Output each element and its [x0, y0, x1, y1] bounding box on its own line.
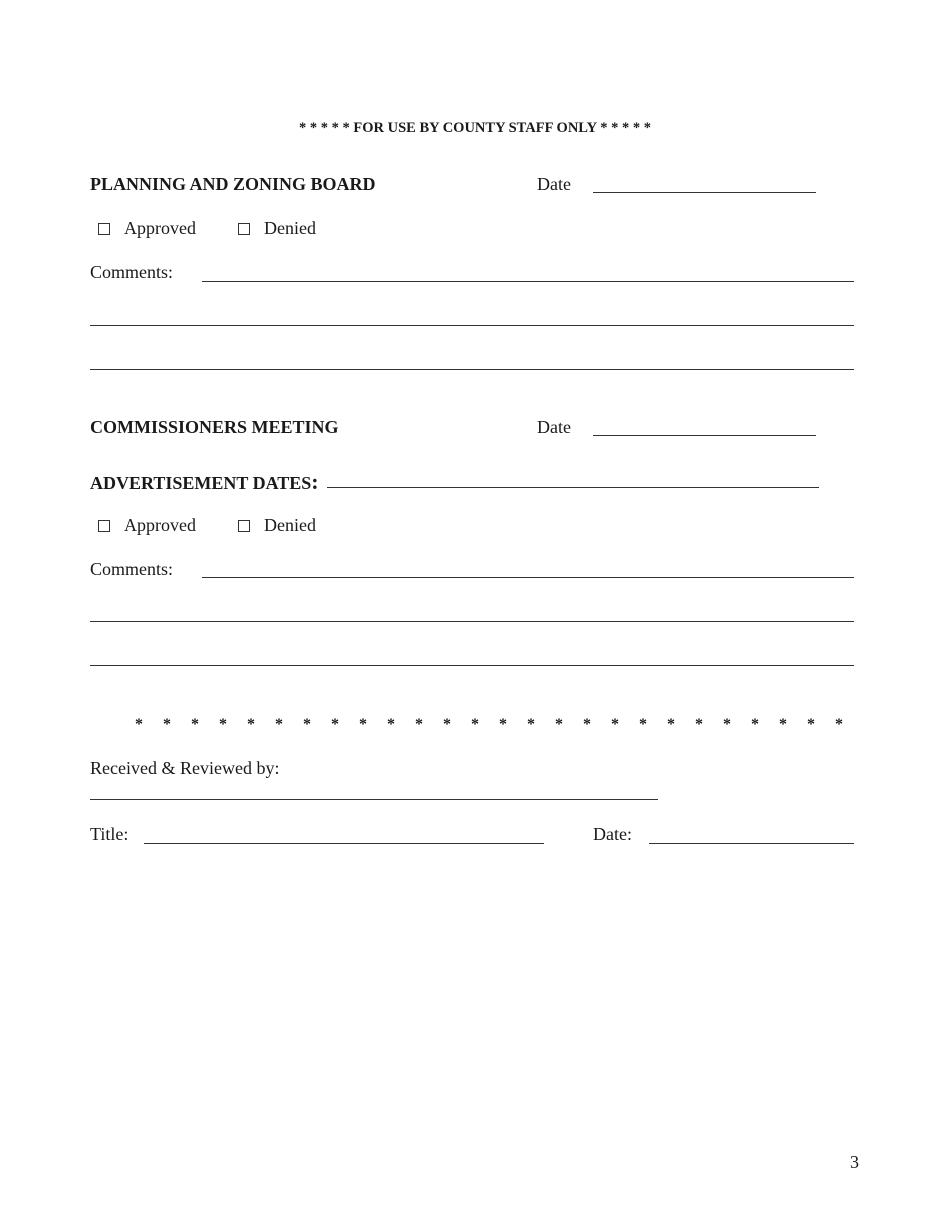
commissioners-date-field[interactable]	[593, 435, 816, 436]
separator-star: *	[527, 716, 535, 733]
commissioners-approved-option[interactable]	[98, 515, 196, 536]
separator-star: *	[695, 716, 703, 733]
separator-star: *	[807, 716, 815, 733]
advertisement-colon: :	[311, 469, 319, 494]
commissioners-denied-label: Denied	[264, 515, 316, 535]
commissioners-date-label: Date	[537, 417, 571, 437]
separator-star: *	[135, 716, 143, 733]
separator-star: *	[779, 716, 787, 733]
planning-denied-option[interactable]	[238, 218, 316, 239]
commissioners-heading: COMMISSIONERS MEETING	[90, 417, 339, 437]
planning-heading: PLANNING AND ZONING BOARD	[90, 174, 376, 194]
page-number: 3	[850, 1152, 859, 1172]
separator-star: *	[443, 716, 451, 733]
separator-star: *	[667, 716, 675, 733]
separator-star: *	[191, 716, 199, 733]
review-date-field[interactable]	[649, 843, 854, 844]
separator-star: *	[835, 716, 843, 733]
separator-star: *	[583, 716, 591, 733]
separator-star: *	[163, 716, 171, 733]
staff-only-notice: * * * * * FOR USE BY COUNTY STAFF ONLY * * * * *	[299, 120, 651, 136]
commissioners-approved-label: Approved	[124, 515, 196, 535]
planning-date-label: Date	[537, 174, 571, 194]
separator-star: *	[751, 716, 759, 733]
star-separator	[125, 713, 853, 734]
separator-star: *	[275, 716, 283, 733]
planning-approved-checkbox[interactable]	[98, 223, 110, 235]
title-field[interactable]	[144, 843, 544, 844]
commissioners-comments-line-3[interactable]	[90, 665, 854, 666]
reviewer-signature-field[interactable]	[90, 799, 658, 800]
advertisement-dates-field[interactable]	[327, 487, 819, 488]
advertisement-dates-label: ADVERTISEMENT DATES	[90, 473, 312, 493]
separator-star: *	[611, 716, 619, 733]
separator-star: *	[247, 716, 255, 733]
separator-star: *	[331, 716, 339, 733]
separator-star: *	[471, 716, 479, 733]
title-label: Title:	[90, 824, 129, 844]
commissioners-denied-option[interactable]	[238, 515, 316, 536]
separator-star: *	[555, 716, 563, 733]
planning-date-field[interactable]	[593, 192, 816, 193]
planning-comments-line-2[interactable]	[90, 325, 854, 326]
separator-star: *	[303, 716, 311, 733]
commissioners-comments-label: Comments:	[90, 559, 174, 579]
planning-comments-line-1[interactable]	[202, 281, 854, 282]
separator-star: *	[219, 716, 227, 733]
commissioners-denied-checkbox[interactable]	[238, 520, 250, 532]
commissioners-comments-line-1[interactable]	[202, 577, 854, 578]
commissioners-comments-line-2[interactable]	[90, 621, 854, 622]
planning-approved-option[interactable]	[98, 218, 196, 239]
advertisement-dates	[90, 469, 319, 495]
planning-comments-line-3[interactable]	[90, 369, 854, 370]
separator-star: *	[359, 716, 367, 733]
separator-star: *	[639, 716, 647, 733]
planning-denied-label: Denied	[264, 218, 316, 238]
separator-star: *	[415, 716, 423, 733]
separator-star: *	[499, 716, 507, 733]
planning-approved-label: Approved	[124, 218, 196, 238]
planning-denied-checkbox[interactable]	[238, 223, 250, 235]
review-date-label: Date:	[593, 824, 632, 844]
received-reviewed-label: Received & Reviewed by:	[90, 758, 280, 778]
separator-star: *	[387, 716, 395, 733]
planning-comments-label: Comments:	[90, 262, 174, 282]
commissioners-approved-checkbox[interactable]	[98, 520, 110, 532]
separator-star: *	[723, 716, 731, 733]
